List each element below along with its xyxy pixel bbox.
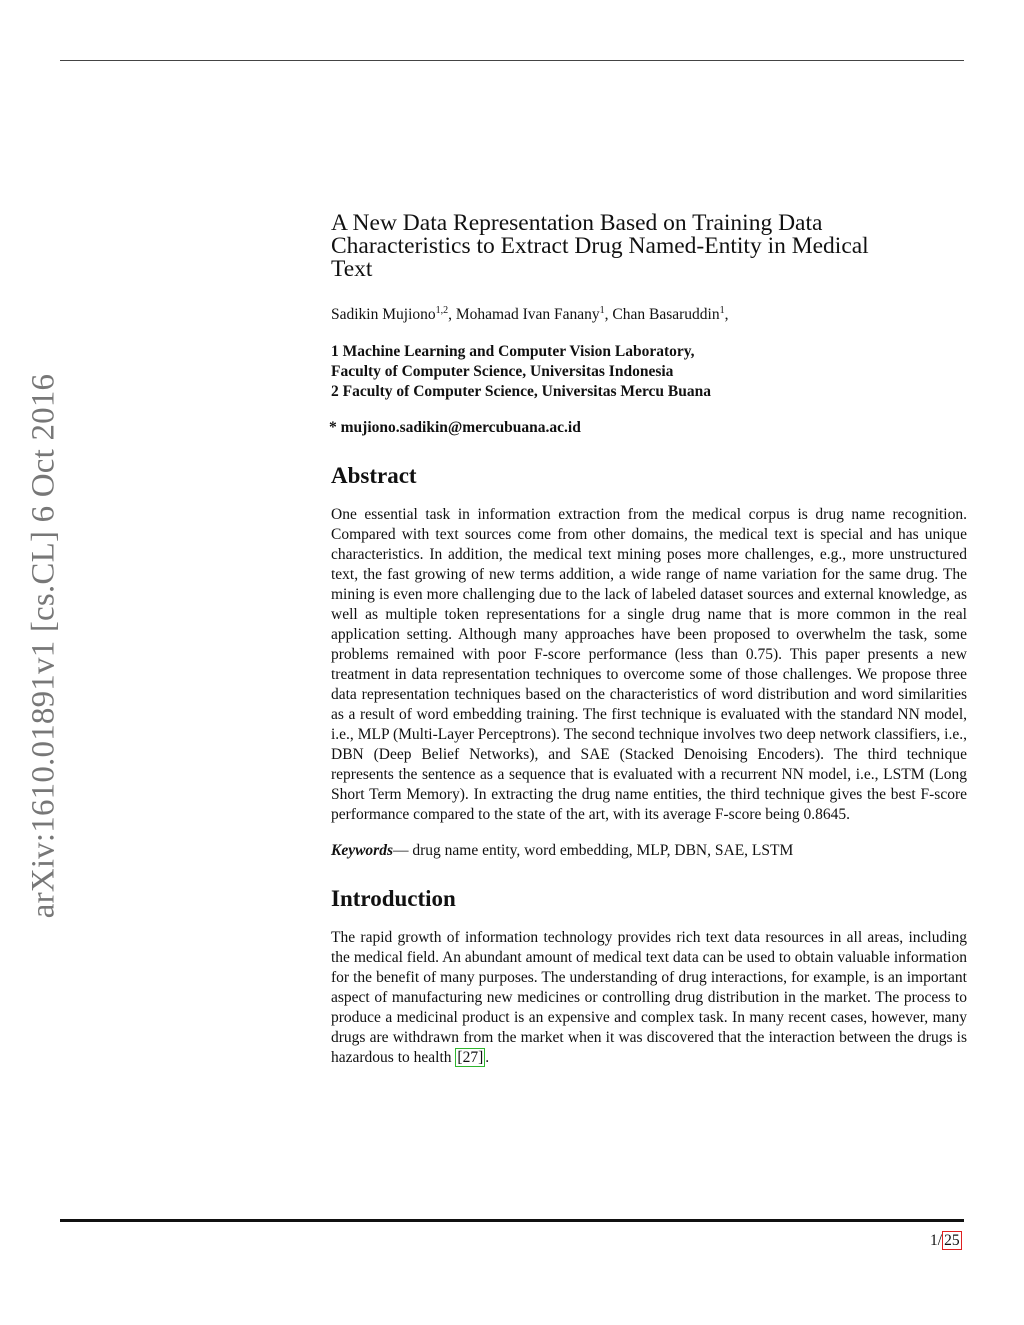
abstract-text: One essential task in information extraction from the medical corpus is drug name recognition. Compared with text sources come from other domains, the medical text is special and has unique characteristics. In addition, the medical text mining poses more challenges, e.g., more unstructured text, the fast growing of new terms addition, a wide range of name variation for the same drug. The mining is even more challenging due to the lack of labeled dataset sources and external knowledge, as well as multiple token representations for a single drug name that is more common in the real application setting. Although many approaches have been proposed to overwhelm the task, some problems remained with poor F-score performance (less than 0.75). This paper presents a new treatment in data representation techniques to overcome some of those challenges. We propose three data representation techniques based on the characteristics of word distribution and word similarities as a result of word embedding training. The first technique is evaluated with the standard NN model, i.e., MLP (Multi-Layer Perceptrons). The second technique involves two deep network classifiers, i.e., DBN (Deep Belief Networks), and SAE (Stacked Denoising Encoders). The third technique represents the sentence as a sequence that is evaluated with a recurrent NN model, i.e., LSTM (Long Short Term Memory). In extracting the drug name entities, the third technique gives the best F-score performance compared to the state of the art, with its average F-score being 0.8645. xyxy=(331,506,967,824)
author-affil-mark: 1,2 xyxy=(435,305,449,316)
affiliation-line: Faculty of Computer Science, Universitas Indonesia xyxy=(331,363,674,381)
introduction-heading: Introduction xyxy=(331,886,456,912)
author-affil-mark: 1 xyxy=(599,305,605,316)
footer-rule xyxy=(60,1219,964,1222)
author-list xyxy=(331,305,971,324)
citation-link[interactable]: [27] xyxy=(457,1049,484,1067)
page-total-link[interactable]: 25 xyxy=(944,1232,960,1249)
author-name: Chan Basaruddin xyxy=(612,306,720,324)
page-separator: / xyxy=(937,1232,943,1249)
keywords-dash: — xyxy=(393,842,413,860)
introduction-text xyxy=(331,928,967,1068)
corresponding-email[interactable]: * mujiono.sadikin@mercubuana.ac.id xyxy=(329,419,581,437)
author-name: Sadikin Mujiono xyxy=(331,306,436,324)
author-name: Mohamad Ivan Fanany xyxy=(455,306,600,324)
citation-number: 27 xyxy=(462,1049,479,1067)
introduction-body: The rapid growth of information technology provides rich text data resources in all areas, including the medical field. An abundant amount of medical text data can be used to obtain valuable information for the benefit of many purposes. The understanding of drug interactions, for example, is an important aspect of manufacturing new medicines or controlling drug distribution in the market. The process to produce a medicinal product is an expensive and complex task. In many recent cases, however, many drugs are withdrawn from the market when it was discovered that the interaction between the drugs is hazardous to health xyxy=(331,929,967,1067)
author-separator: , xyxy=(448,306,456,324)
header-rule xyxy=(60,60,964,61)
author-separator: , xyxy=(604,306,613,324)
author-affil-mark: 1 xyxy=(719,305,725,316)
abstract-heading: Abstract xyxy=(331,463,417,489)
affiliation-line: 2 Faculty of Computer Science, Universitas Mercu Buana xyxy=(331,383,711,401)
keywords-line xyxy=(331,842,971,860)
author-separator: , xyxy=(724,306,729,324)
page-current: 1 xyxy=(930,1232,938,1249)
affiliation-line: 1 Machine Learning and Computer Vision Laboratory, xyxy=(331,343,695,361)
affiliations xyxy=(331,342,971,402)
paper-title: A New Data Representation Based on Training Data Characteristics to Extract Drug Named-Entity in Medical Text xyxy=(331,210,869,282)
keywords-text: drug name entity, word embedding, MLP, DBN, SAE, LSTM xyxy=(412,842,794,860)
paper-content xyxy=(331,212,971,1068)
arxiv-identifier: arXiv:1610.01891v1 [cs.CL] 6 Oct 2016 xyxy=(25,373,62,919)
page-number xyxy=(930,1232,962,1250)
introduction-end: . xyxy=(485,1049,490,1067)
keywords-label: Keywords xyxy=(331,842,393,860)
